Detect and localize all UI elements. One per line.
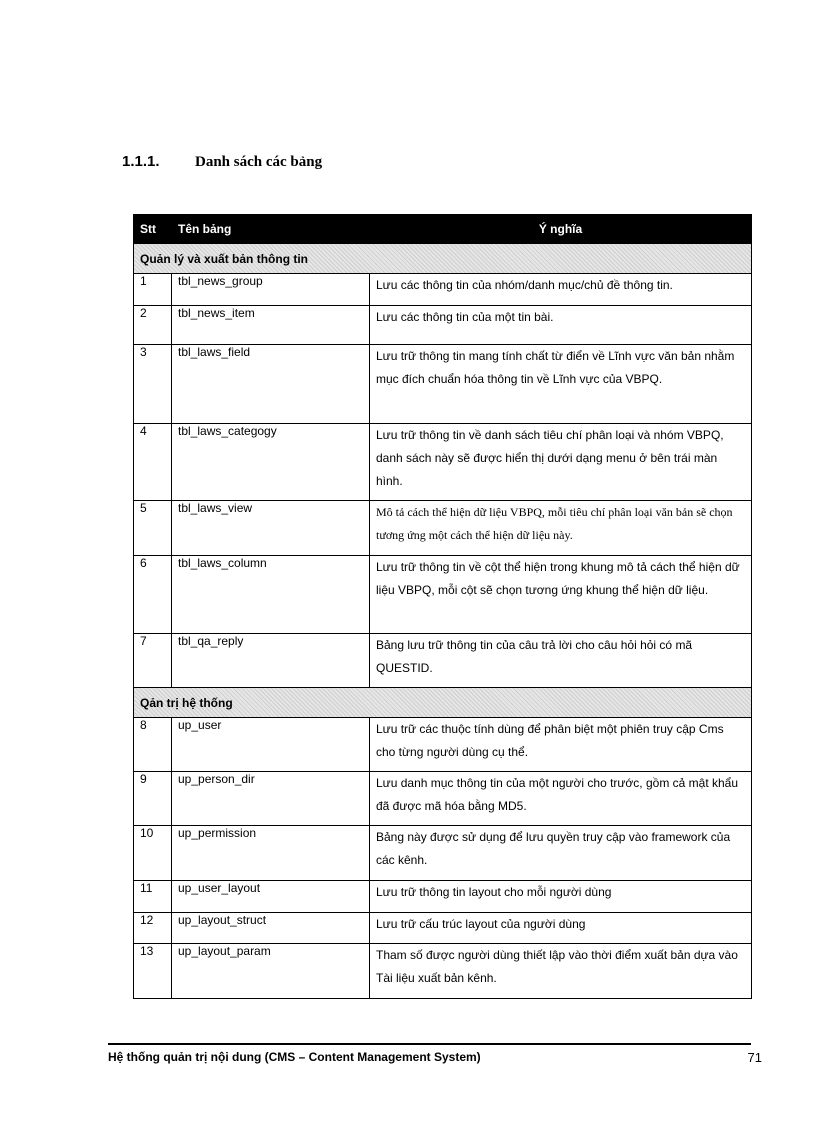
- footer-title: Hệ thống quản trị nội dung (CMS – Content Management System): [108, 1050, 481, 1064]
- header-stt: Stt: [134, 215, 172, 244]
- row-desc: Bảng lưu trữ thông tin của câu trả lời cho câu hỏi hỏi có mã QUESTID.: [370, 634, 752, 688]
- table-row: [134, 345, 752, 424]
- row-stt: 9: [134, 772, 172, 826]
- row-name: tbl_laws_field: [172, 345, 370, 424]
- group-row: [134, 244, 752, 274]
- row-desc: Lưu trữ thông tin layout cho mỗi người dùng: [370, 881, 752, 913]
- row-name: tbl_qa_reply: [172, 634, 370, 688]
- row-desc: Mô tả cách thể hiện dữ liệu VBPQ, mỗi tiêu chí phân loại văn bản sẽ chọn tương ứng một cách thể hiện dữ liệu này.: [370, 501, 752, 556]
- row-stt: 6: [134, 556, 172, 634]
- page-number: 71: [747, 1050, 762, 1065]
- section-heading: [122, 153, 322, 175]
- row-desc: Lưu các thông tin của một tin bài.: [370, 306, 752, 345]
- row-name: tbl_news_item: [172, 306, 370, 345]
- row-name: tbl_laws_view: [172, 501, 370, 556]
- tables-list: [133, 214, 752, 999]
- row-desc: Lưu trữ các thuộc tính dùng để phân biệt một phiên truy cập Cms cho từng người dùng cụ thể.: [370, 718, 752, 772]
- row-stt: 2: [134, 306, 172, 345]
- row-stt: 8: [134, 718, 172, 772]
- row-stt: 1: [134, 274, 172, 306]
- table-row: [134, 944, 752, 999]
- footer-divider: [108, 1043, 751, 1045]
- table-row: [134, 826, 752, 881]
- group-title: Qản trị hệ thống: [134, 688, 752, 718]
- section-title: Danh sách các bảng: [195, 154, 323, 170]
- table-row: [134, 306, 752, 345]
- row-stt: 12: [134, 913, 172, 944]
- row-name: tbl_laws_column: [172, 556, 370, 634]
- row-stt: 10: [134, 826, 172, 881]
- header-row: [134, 215, 752, 244]
- table-row: [134, 274, 752, 306]
- table-row: [134, 772, 752, 826]
- table-row: [134, 501, 752, 556]
- row-desc: Lưu trữ thông tin về cột thể hiện trong khung mô tả cách thể hiện dữ liệu VBPQ, mỗi cột sẽ chọn tương ứng khung thể hiện dữ liệu.: [370, 556, 752, 634]
- row-name: up_permission: [172, 826, 370, 881]
- table-row: [134, 881, 752, 913]
- row-desc: Lưu trữ thông tin mang tính chất từ điển về Lĩnh vực văn bản nhằm mục đích chuẩn hóa thông tin về Lĩnh vực của VBPQ.: [370, 345, 752, 424]
- row-stt: 5: [134, 501, 172, 556]
- row-name: up_user: [172, 718, 370, 772]
- row-name: up_layout_struct: [172, 913, 370, 944]
- row-desc: Lưu danh mục thông tin của một người cho trước, gồm cả mật khẩu đã được mã hóa bằng MD5.: [370, 772, 752, 826]
- row-name: tbl_news_group: [172, 274, 370, 306]
- table-row: [134, 556, 752, 634]
- group-row: [134, 688, 752, 718]
- table-row: [134, 634, 752, 688]
- row-name: up_person_dir: [172, 772, 370, 826]
- row-stt: 7: [134, 634, 172, 688]
- row-desc: Bảng này được sử dụng để lưu quyền truy cập vào framework của các kênh.: [370, 826, 752, 881]
- row-desc: Lưu trữ cấu trúc layout của người dùng: [370, 913, 752, 944]
- row-name: up_user_layout: [172, 881, 370, 913]
- header-meaning: Ý nghĩa: [370, 215, 752, 244]
- row-stt: 13: [134, 944, 172, 999]
- row-stt: 4: [134, 424, 172, 501]
- table-row: [134, 718, 752, 772]
- header-name: Tên bảng: [172, 215, 370, 244]
- group-title: Quản lý và xuất bản thông tin: [134, 244, 752, 274]
- table-row: [134, 913, 752, 944]
- row-name: tbl_laws_categogy: [172, 424, 370, 501]
- row-stt: 11: [134, 881, 172, 913]
- row-name: up_layout_param: [172, 944, 370, 999]
- table-row: [134, 424, 752, 501]
- row-desc: Tham số được người dùng thiết lập vào thời điểm xuất bản dựa vào Tài liệu xuất bản kênh.: [370, 944, 752, 999]
- row-desc: Lưu các thông tin của nhóm/danh mục/chủ đề thông tin.: [370, 274, 752, 306]
- section-number: 1.1.1.: [122, 153, 160, 170]
- row-stt: 3: [134, 345, 172, 424]
- row-desc: Lưu trữ thông tin về danh sách tiêu chí phân loại và nhóm VBPQ, danh sách này sẽ được hiển thị dưới dạng menu ở bên trái màn hình.: [370, 424, 752, 501]
